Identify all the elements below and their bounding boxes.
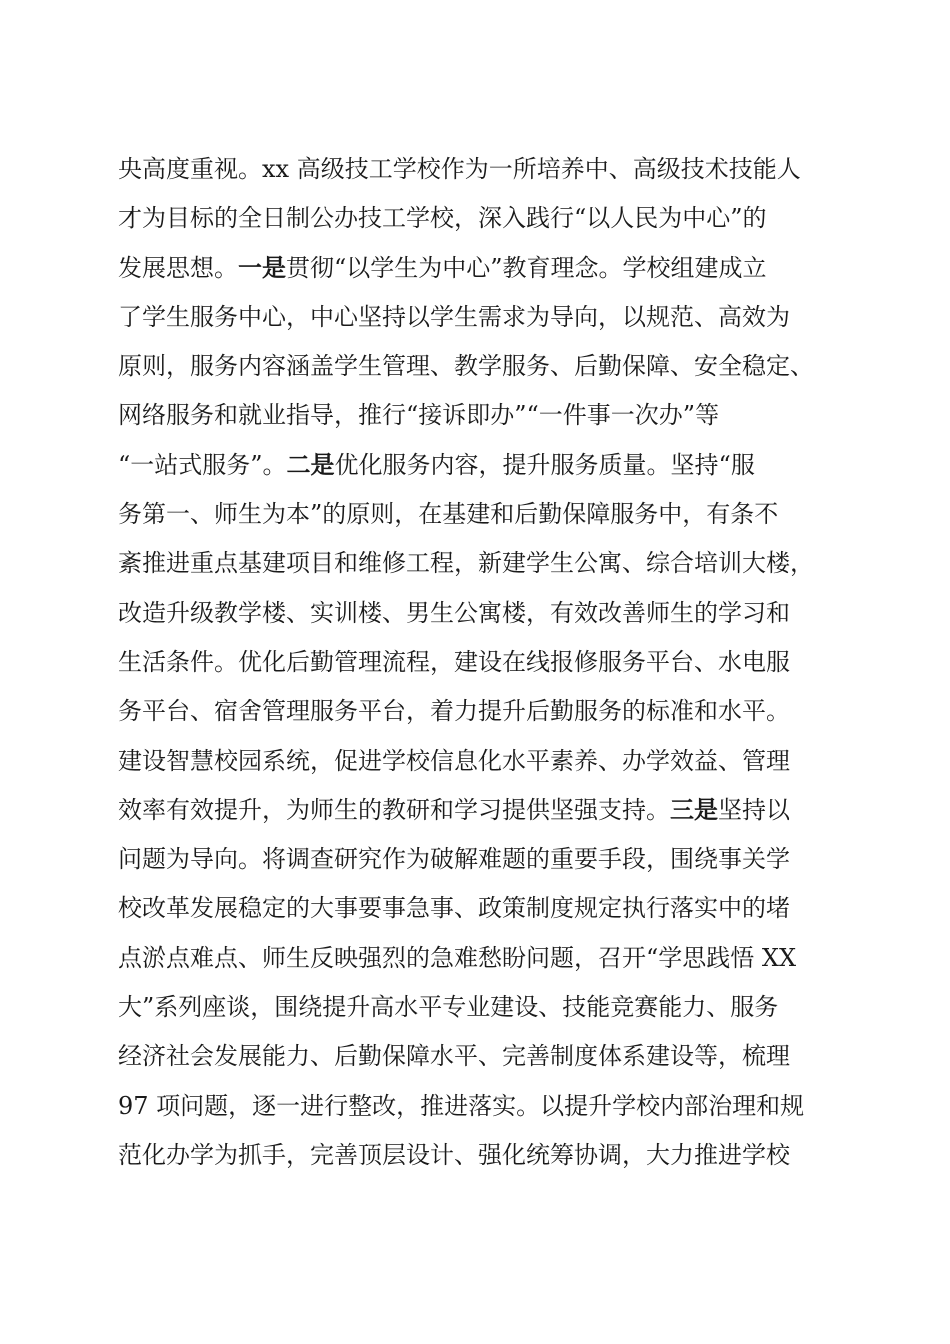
text-run: 点淤点难点、师生反映强烈的急难愁盼问题，召开“学思践悟 XX [118,943,797,972]
text-run: 经济社会发展能力、后勤保障水平、完善制度体系建设等，梳理 [118,1042,790,1071]
text-run: “一站式服务”。 [118,450,287,479]
body-paragraph [118,145,814,1180]
text-line [118,342,814,391]
text-run: 发展思想。 [118,253,238,282]
text-run: 务平台、宿舍管理服务平台，着力提升后勤服务的标准和水平。 [118,697,790,726]
text-run: 校改革发展稳定的大事要事急事、政策制度规定执行落实中的堵 [118,894,790,923]
text-line [118,1082,814,1131]
text-run: 务第一、师生为本”的原则，在基建和后勤保障服务中，有条不 [118,500,779,529]
text-line [118,934,814,983]
text-line [118,884,814,933]
text-run: 了学生服务中心，中心坚持以学生需求为导向，以规范、高效为 [118,302,790,331]
emphasis-label: 三是 [670,795,718,824]
text-line [118,638,814,687]
text-line [118,687,814,736]
text-line [118,145,814,194]
emphasis-label: 一是 [238,253,286,282]
text-line [118,293,814,342]
text-run: 97 项问题，逐一进行整改，推进落实。以提升学校内部治理和规 [118,1091,805,1120]
text-run: 网络服务和就业指导，推行“接诉即办”“一件事一次办”等 [118,401,720,430]
text-run: 央高度重视。xx 高级技工学校作为一所培养中、高级技术技能人 [118,155,801,183]
text-line [118,1131,814,1180]
text-run: 改造升级教学楼、实训楼、男生公寓楼，有效改善师生的学习和 [118,598,790,627]
text-line [118,786,814,835]
emphasis-label: 二是 [286,450,335,479]
text-line [118,539,814,588]
text-line [118,983,814,1032]
text-line [118,441,814,490]
text-run: 建设智慧校园系统，促进学校信息化水平素养、办学效益、管理 [118,746,790,775]
text-run: 才为目标的全日制公办技工学校，深入践行“以人民为中心”的 [118,204,767,233]
text-run: 坚持以 [718,795,790,824]
text-run: 贯彻“以学生为中心”教育理念。学校组建成立 [286,253,767,282]
text-run: 优化服务内容，提升服务质量。坚持“服 [334,450,755,479]
text-line [118,737,814,786]
text-run: 原则，服务内容涵盖学生管理、教学服务、后勤保障、安全稳定、 [118,352,814,381]
text-run: 生活条件。优化后勤管理流程，建设在线报修服务平台、水电服 [118,647,790,676]
text-line [118,194,814,243]
text-run: 范化办学为抓手，完善顶层设计、强化统筹协调，大力推进学校 [118,1140,790,1169]
text-line [118,589,814,638]
text-run: 大”系列座谈，围绕提升高水平专业建设、技能竞赛能力、服务 [118,993,779,1022]
text-line [118,1032,814,1081]
text-line [118,244,814,293]
text-run: 问题为导向。将调查研究作为破解难题的重要手段，围绕事关学 [118,845,790,874]
text-line [118,490,814,539]
text-line [118,391,814,440]
text-run: 紊推进重点基建项目和维修工程，新建学生公寓、综合培训大楼， [118,549,814,578]
text-run: 效率有效提升，为师生的教研和学习提供坚强支持。 [118,795,670,824]
text-line [118,835,814,884]
